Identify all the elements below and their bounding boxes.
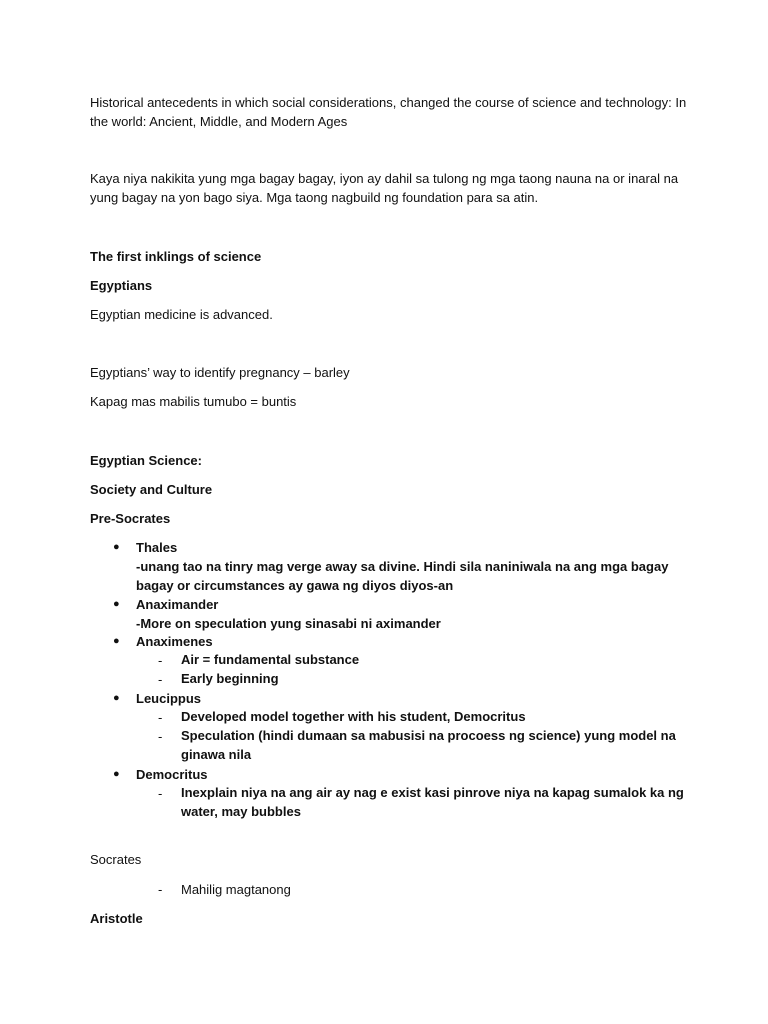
list-item-anaximander [136,595,696,633]
list-item-thales [136,538,696,595]
intro-paragraph: Historical antecedents in which social considerations, changed the course of science and technology: In the world: Ancient, Middle, and Modern Ages [90,95,687,129]
anaximenes-sub-2: Early beginning [181,671,279,686]
bullet-icon: ● [113,692,120,704]
bullet-icon: ● [113,635,120,647]
dash-marker: - [158,882,163,897]
heading-aristotle: Aristotle [90,911,143,926]
leucippus-sub-2: Speculation (hindi dumaan sa mabusisi na procoess ng science) yung model na ginawa nila [181,728,676,762]
thales-label: Thales [136,540,178,555]
list-item-anaximenes: Anaximenes [136,634,213,649]
heading-egyptians: Egyptians [90,278,153,293]
anaximander-description: -More on speculation yung sinasabi ni aximander [136,616,441,631]
thales-description: -unang tao na tinry mag verge away sa divine. Hindi sila naniniwala na ang mga bagay bagay or circumstances ay gawa ng diyos diyos-an [136,559,669,593]
heading-socrates: Socrates [90,852,142,867]
heading-pre-socrates: Pre-Socrates [90,511,171,526]
heading-egyptian-science: Egyptian Science: [90,453,202,468]
bullet-icon: ● [113,598,120,610]
dash-marker: - [158,672,163,687]
kapag-text: Kapag mas mabilis tumubo = buntis [90,394,297,409]
heading-society-culture: Society and Culture [90,482,213,497]
leucippus-sub-1: Developed model together with his student, Democritus [181,709,526,724]
anaximenes-sub-1: Air = fundamental substance [181,652,360,667]
dash-marker: - [158,786,163,801]
egyptian-pregnancy-text: Egyptians’ way to identify pregnancy – barley [90,365,350,380]
bullet-icon: ● [113,768,120,780]
bullet-icon: ● [113,541,120,553]
dash-marker: - [158,729,163,744]
socrates-sub-1: Mahilig magtanong [181,882,291,897]
list-item-democritus: Democritus [136,767,208,782]
democritus-sub-1: Inexplain niya na ang air ay nag e exist kasi pinrove niya na kapag sumalok ka ng water, may bubbles [181,785,684,819]
context-paragraph: Kaya niya nakikita yung mga bagay bagay, iyon ay dahil sa tulong ng mga taong nauna na or inaral na yung bagay na yon bago siya. Mga taong nagbuild ng foundation para sa atin. [90,171,679,205]
list-item-leucippus: Leucippus [136,691,202,706]
dash-marker: - [158,653,163,668]
heading-first-inklings: The first inklings of science [90,249,262,264]
anaximander-label: Anaximander [136,597,219,612]
dash-marker: - [158,710,163,725]
egyptian-medicine-text: Egyptian medicine is advanced. [90,307,273,322]
